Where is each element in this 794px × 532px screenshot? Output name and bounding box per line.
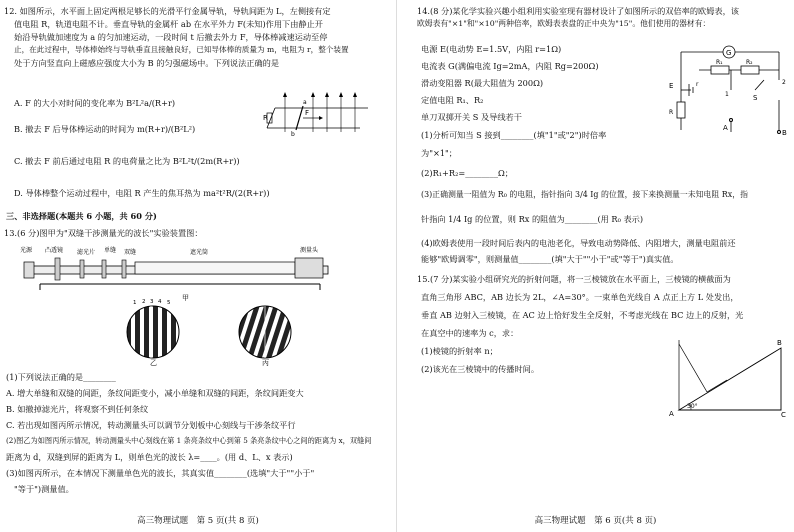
- label-measuring-head: 测量头: [300, 247, 319, 254]
- label-single-slit: 单缝: [104, 247, 117, 254]
- label-vertex-c: C: [781, 411, 786, 418]
- q14-part-1-line-2: 为"×1"；: [421, 148, 457, 158]
- q12-option-d: D. 导体棒整个运动过程中，电阻 R 产生的焦耳热为 ma²t²R/(2(R+r)): [14, 188, 270, 198]
- q12-line-5: 处于方向竖直向上磁感应强度大小为 B 的匀强磁场中。下列说法正确的是: [14, 58, 280, 68]
- q14-part-4-line-1: (4)欧姆表使用一段时间后表内的电池老化，导致电动势降低、内阻增大，测量电阻前还: [421, 238, 736, 248]
- q12-option-a: A. F 的大小对时间的变化率为 B²L²a/(R+r): [14, 98, 176, 108]
- q14-part-1-line-1: (1)分析可知当 S 接到________(填"1"或"2")时倍率: [421, 130, 607, 140]
- q13-option-a: A. 增大单缝和双缝的间距，条纹间距变小，减小单缝和双缝的间距，条纹间距变大: [6, 388, 304, 398]
- q12-line-3: 始沿导轨做加速度为 a 的匀加速运动，一段时间 t 后撤去外力 F，导体棒减速运动至停: [14, 32, 328, 42]
- label-convex-lens: 凸透镜: [45, 247, 64, 254]
- fringe-number-3: 3: [150, 299, 154, 305]
- fringe-number-1: 1: [133, 300, 137, 306]
- q14-part-3-line-2: 针指向 1/4 Ig 的位置，则 Rx 的阻值为________(用 R₀ 表示): [421, 214, 644, 224]
- label-fig-bing: 丙: [262, 359, 269, 366]
- label-vertex-a: A: [669, 410, 674, 418]
- label-r1: R₁: [716, 59, 723, 66]
- q12-line-1: 12. 如图所示，水平面上固定两根足够长的光滑平行金属导轨，导轨间距为 L，左侧接有定: [4, 6, 331, 16]
- q15-line-4: 在真空中的速率为 c，求：: [421, 328, 519, 338]
- double-slit-apparatus: [20, 242, 340, 302]
- q15-line-1: 15.(7 分)某实验小组研究光的折射问题，将一三棱镜放在水平面上，三棱镜的横截面为: [417, 274, 731, 284]
- fringe-number-4: 4: [158, 299, 162, 305]
- q13-option-c: C. 若出现如图丙所示情况，转动测量头可以调节分划板中心刻线与干涉条纹平行: [6, 420, 296, 430]
- q15-part-1: (1)棱镜的折射率 n；: [421, 346, 498, 356]
- fringe-pattern-yi: [120, 298, 190, 366]
- label-r2: R₂: [746, 59, 753, 66]
- label-r-slider: R: [669, 109, 674, 116]
- prism-diagram: [667, 336, 789, 418]
- q15-part-2: (2)该光在三棱镜中的传播时间。: [421, 364, 540, 374]
- q13-part-2-line-1: (2)图乙为如图丙所示情况，转动测量头中心刻线在第 1 条亮条纹中心到第 5 条亮条纹中心之间的距离为 x，双缝间: [6, 436, 372, 445]
- label-light-source: 光源: [20, 247, 33, 254]
- q12-line-4: 止，在此过程中，导体棒始终与导轨垂直且接触良好，已知导体棒的质量为 m，电阻为 r，整个装置: [14, 45, 349, 54]
- fringe-pattern-bing: [232, 304, 302, 366]
- label-f: F: [305, 109, 310, 117]
- q13-part-2-line-2: 距离为 d，双缝到屏的距离为 L，则单色光的波长 λ=____。(用 d、L、x 表示): [6, 452, 293, 462]
- label-b-terminal: B: [782, 129, 787, 137]
- label-g: G: [726, 49, 732, 57]
- label-a: a: [303, 99, 307, 106]
- q14-part-4-line-2: 能够"欧姆调零"，则测量值________(填"大于""小于"或"等于")真实值。: [421, 254, 679, 264]
- label-r: R: [263, 114, 268, 122]
- q13-option-b: B. 如撤掉滤光片，将观察不到任何条纹: [6, 404, 149, 414]
- left-page-footer: 高三物理试题 第 5 页(共 8 页): [137, 516, 259, 526]
- q13-part-3-line-2: "等于")测量值。: [14, 484, 74, 494]
- label-terminal-1: 1: [725, 91, 729, 98]
- q12-option-b: B. 撤去 F 后导体棒运动的时间为 m(R+r)/(B²L²): [14, 124, 196, 134]
- label-b: b: [291, 131, 295, 138]
- right-page: [397, 0, 794, 532]
- q14-part-2: (2)R₁+R₂=________Ω；: [421, 168, 513, 178]
- q14-equip-r12: 定值电阻 R₁、R₂: [421, 95, 484, 105]
- label-s: S: [753, 94, 758, 102]
- rail-magnetic-diagram: [263, 88, 373, 138]
- q13-intro: 13.(6 分)图甲为"双缝干涉测量光的波长"实验装置图：: [4, 228, 203, 238]
- label-a-terminal: A: [723, 124, 728, 132]
- q14-part-3-line-1: (3)正确测量一阻值为 R₀ 的电阻，指针指向 3/4 Ig 的位置，接下来换测量一未知电阻 Rx，指: [421, 190, 748, 199]
- q15-line-3: 垂直 AB 边射入三棱镜，在 AC 边上恰好发生全反射，不考虑光线在 BC 边上的反射，光: [421, 310, 744, 320]
- q14-equip-e: 电源 E(电动势 E=1.5V，内阻 r=1Ω): [421, 44, 562, 54]
- q13-part-1: (1)下列说法正确的是________: [6, 372, 116, 382]
- label-filter: 滤光片: [77, 249, 96, 256]
- ohmmeter-circuit: [669, 40, 789, 140]
- q13-part-3-line-1: (3)如图丙所示，在本情况下测量单色光的波长，其真实值________(选填"大于""小于": [6, 468, 315, 478]
- q12-option-c: C. 撤去 F 前后通过电阻 R 的电荷量之比为 B²L²t/(2m(R+r)): [14, 156, 240, 166]
- right-page-footer: 高三物理试题 第 6 页(共 8 页): [534, 516, 657, 526]
- label-vertex-b: B: [777, 339, 782, 347]
- label-shade-tube: 遮光筒: [190, 249, 209, 256]
- q14-equip-r: 滑动变阻器 R(最大阻值为 200Ω): [421, 78, 544, 88]
- label-fig-jia: 甲: [182, 294, 189, 302]
- label-angle-30: 30°: [687, 403, 698, 410]
- q14-equip-g: 电流表 G(满偏电流 Ig=2mA，内阻 Rg=200Ω): [421, 61, 599, 71]
- q12-line-2: 值电阻 R，轨道电阻不计。垂直导轨的金属杆 ab 在水平外力 F(未知)作用下由静止开: [14, 19, 323, 29]
- q14-equip-switch: 单刀双掷开关 S 及导线若干: [421, 112, 522, 122]
- q14-line-1: 14.(8 分)某化学实验兴趣小组利用实验室现有器材设计了如图所示的双倍率的欧姆表，该: [417, 6, 739, 16]
- label-fig-yi: 乙: [150, 359, 157, 366]
- q15-line-2: 直角三角形 ABC，AB 边长为 2L，∠A=30°。一束单色光线自 A 点正上方 L 处发出，: [421, 292, 739, 302]
- label-r-internal: r: [696, 81, 699, 88]
- q14-line-2: 欧姆表有"×1"和"×10"两种倍率，欧姆表表盘的正中央为"15"。他们使用的器材有：: [417, 19, 711, 28]
- section-heading: 三、非选择题(本题共 6 小题，共 60 分): [6, 211, 157, 221]
- label-e: E: [669, 82, 674, 90]
- fringe-number-2: 2: [142, 299, 146, 305]
- label-terminal-2: 2: [782, 79, 786, 86]
- fringe-number-5: 5: [167, 300, 171, 306]
- label-double-slit: 双缝: [124, 249, 137, 256]
